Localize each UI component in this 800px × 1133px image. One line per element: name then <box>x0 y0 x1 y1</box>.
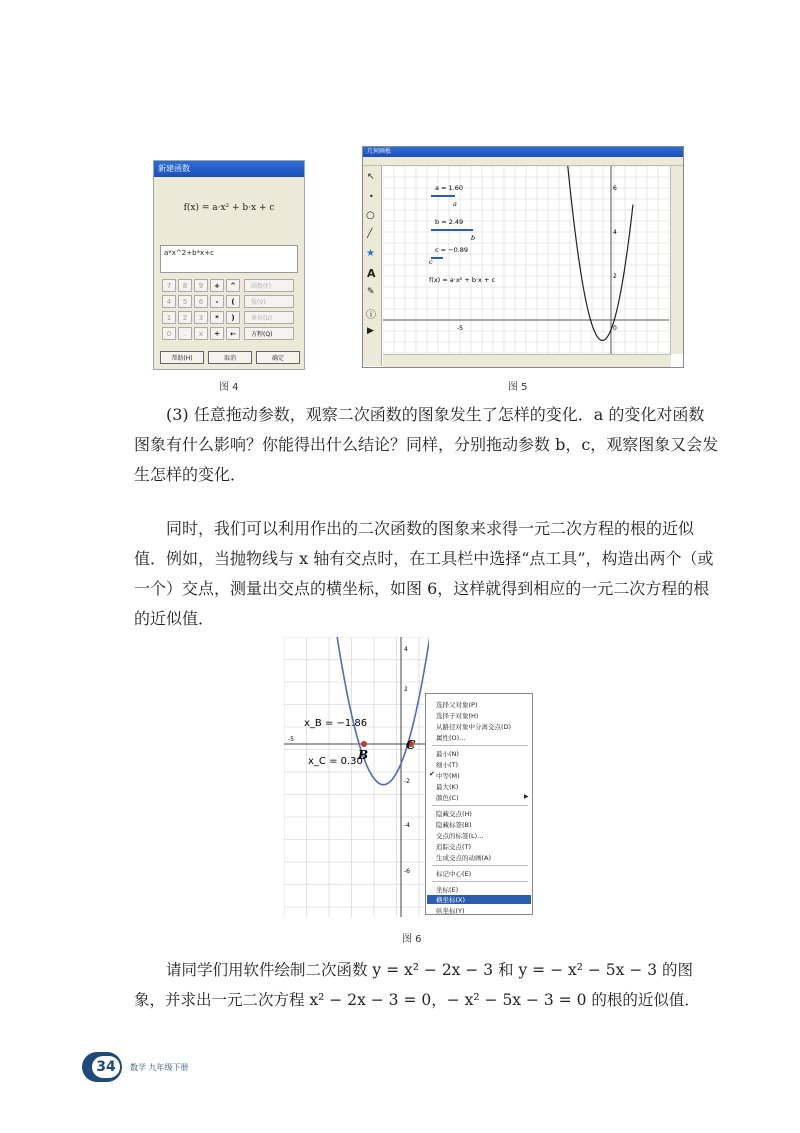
exercise-line-2: 象，并求出一元二次方程 x² − 2x − 3 = 0，− x² − 5x − 3 = 0 的根的近似值． <box>134 991 700 1009</box>
book-title: 数学 九年级下册 <box>130 1063 189 1072</box>
value-key[interactable]: 值(V) <box>244 295 294 308</box>
info-tool-icon[interactable]: ⓘ <box>366 310 376 321</box>
compass-tool-icon[interactable]: ○ <box>366 210 375 221</box>
xc-measurement: x_C = 0.30 <box>308 756 363 767</box>
menu-separator <box>432 805 528 806</box>
y-tick-label: 6 <box>613 185 617 192</box>
window-title: 几何画板 <box>363 147 683 157</box>
cancel-button[interactable]: 取消 <box>208 351 252 364</box>
menu-separator <box>432 745 528 746</box>
menu-item-select-parent[interactable]: 选择父对象(P) <box>436 701 478 709</box>
paragraph-1: (3) 任意拖动参数，观察二次函数的图象发生了怎样的变化．a 的变化对函数图象有什么影响？你能得出什么结论？同样，分别拖动参数 b，c，观察图象又会发生怎样的变化． <box>134 405 719 484</box>
ok-button[interactable]: 确定 <box>256 351 300 364</box>
line-tool-icon[interactable]: ╱ <box>367 229 373 239</box>
vertical-scrollbar[interactable] <box>670 166 683 354</box>
fig4-caption: 图 4 <box>219 382 239 393</box>
menu-item-select-child[interactable]: 选择子对象(H) <box>436 712 479 720</box>
checkmark-icon: ✔ <box>429 770 435 778</box>
text-tool-icon[interactable]: A <box>367 267 376 280</box>
keypad-key[interactable]: 9 <box>194 279 208 292</box>
keypad-key[interactable]: ( <box>226 295 240 308</box>
parabola-curve <box>568 166 634 340</box>
function-input[interactable]: a*x^2+b*x+c <box>160 245 298 273</box>
exercise-line-1: 请同学们用软件绘制二次函数 y = x² − 2x − 3 和 y = − x² − 5x − 3 的图 <box>166 961 694 979</box>
page-number: 34 <box>92 1056 120 1078</box>
horizontal-scrollbar[interactable] <box>383 354 671 367</box>
submenu-arrow-icon: ▶ <box>524 793 529 800</box>
keypad-key[interactable]: 1 <box>162 311 176 324</box>
context-menu <box>425 693 533 915</box>
point-b-label: B <box>358 748 369 762</box>
help-button[interactable]: 帮助(H) <box>160 351 204 364</box>
keypad-key[interactable]: + <box>210 279 224 292</box>
menu-item-medium[interactable]: 中等(M) <box>436 772 460 780</box>
point-tool-icon[interactable]: • <box>369 192 374 201</box>
page-number-badge <box>82 1052 122 1082</box>
keypad-key[interactable]: 6 <box>194 295 208 308</box>
fig5-graph <box>383 166 669 354</box>
menu-item-largest[interactable]: 最大(K) <box>436 783 459 791</box>
fig6-graph <box>284 637 429 917</box>
marker-tool-icon[interactable]: ✎ <box>367 287 375 297</box>
polygon-tool-icon[interactable]: ★ <box>366 248 375 259</box>
custom-tool-icon[interactable]: ▶ <box>367 326 374 336</box>
menu-item-coordinates[interactable]: 坐标(E) <box>436 886 459 894</box>
y-tick-label: 2 <box>613 273 617 280</box>
menu-item-animate-point[interactable]: 生成交点的动画(A) <box>436 854 492 862</box>
param-b-letter: b <box>471 234 476 242</box>
keypad-key[interactable]: x <box>194 327 208 340</box>
menu-item-smallest[interactable]: 最小(N) <box>436 750 459 758</box>
menu-item-color[interactable]: 颜色(C) <box>436 794 459 802</box>
intersection-point-b[interactable] <box>361 741 367 747</box>
x-tick-label: 0 <box>613 325 617 332</box>
keypad-key[interactable]: ← <box>226 327 240 340</box>
keypad-key[interactable]: . <box>178 327 192 340</box>
menu-item-hide-label[interactable]: 隐藏标签(B) <box>436 821 472 829</box>
equation-key[interactable]: 方程(Q) <box>244 327 294 340</box>
menu-bar <box>363 157 683 166</box>
keypad-key[interactable]: 4 <box>162 295 176 308</box>
paragraph-2: 同时，我们可以利用作出的二次函数的图象来求得一元二次方程的根的近似值．例如，当抛物线与 x 轴有交点时，在工具栏中选择“点工具”，构造出两个（或一个）交点，测量出交点的横坐标，如图 6，这样就得到相应的一元二次方程的根的近似值． <box>134 519 714 628</box>
menu-item-abscissa[interactable]: 横坐标(X) <box>427 895 531 904</box>
menu-item-split-point[interactable]: 从路径对象中分离交点(D) <box>436 723 512 731</box>
axis-tick-label: -2 <box>404 778 410 785</box>
menu-item-hide-point[interactable]: 隐藏交点(H) <box>436 810 472 818</box>
menu-item-properties[interactable]: 属性(O)… <box>436 734 466 742</box>
dialog-formula: f(x) = a·x² + b·x + c <box>183 203 275 213</box>
param-c-letter: c <box>429 258 433 266</box>
keypad-key[interactable]: 3 <box>194 311 208 324</box>
menu-separator <box>432 881 528 882</box>
arrow-tool-icon[interactable]: ↖ <box>367 172 375 182</box>
menu-item-mark-center[interactable]: 标记中心(E) <box>436 870 472 878</box>
keypad-key[interactable]: 5 <box>178 295 192 308</box>
fig6-caption: 图 6 <box>402 934 422 945</box>
menu-item-trace-point[interactable]: 追踪交点(T) <box>436 843 472 851</box>
keypad-key[interactable]: ) <box>226 311 240 324</box>
xb-measurement: x_B = −1.86 <box>304 718 368 729</box>
param-c-label: c = −0.89 <box>435 246 469 254</box>
axis-tick-label: 4 <box>404 646 408 653</box>
param-b-label: b = 2.49 <box>435 218 464 226</box>
new-function-dialog <box>153 160 305 370</box>
keypad-key[interactable]: 2 <box>178 311 192 324</box>
menu-item-point-label[interactable]: 交点的标签(L)… <box>436 832 484 840</box>
param-a-letter: a <box>453 200 457 208</box>
menu-separator <box>432 865 528 866</box>
function-key[interactable]: 函数(F) <box>244 279 294 292</box>
point-c-label: C <box>406 738 416 752</box>
menu-item-ordinate[interactable]: 纵坐标(Y) <box>436 907 465 915</box>
keypad-key[interactable]: * <box>210 311 224 324</box>
y-tick-label: 4 <box>613 229 617 236</box>
keypad-key[interactable]: 0 <box>162 327 176 340</box>
axis-tick-label: -4 <box>404 822 410 829</box>
axis-tick-label: 2 <box>404 686 408 693</box>
keypad-key[interactable]: 8 <box>178 279 192 292</box>
axis-tick-label: -6 <box>404 868 410 875</box>
function-label: f(x) = a·x² + b·x + c <box>429 276 496 284</box>
unit-key[interactable]: 单位(U) <box>244 311 294 324</box>
x-tick-label: -5 <box>457 325 463 332</box>
keypad-key[interactable]: ^ <box>226 279 240 292</box>
keypad-key[interactable]: 7 <box>162 279 176 292</box>
keypad-key[interactable]: - <box>210 295 224 308</box>
keypad-key[interactable]: ÷ <box>210 327 224 340</box>
param-a-label: a = 1.60 <box>435 184 464 192</box>
toolbox <box>363 166 382 366</box>
sketchpad-window <box>362 146 684 368</box>
dialog-title: 新建函数 <box>154 161 304 177</box>
menu-item-small[interactable]: 细小(T) <box>436 761 459 769</box>
axis-tick-label: -5 <box>288 736 294 743</box>
fig5-caption: 图 5 <box>508 382 528 393</box>
